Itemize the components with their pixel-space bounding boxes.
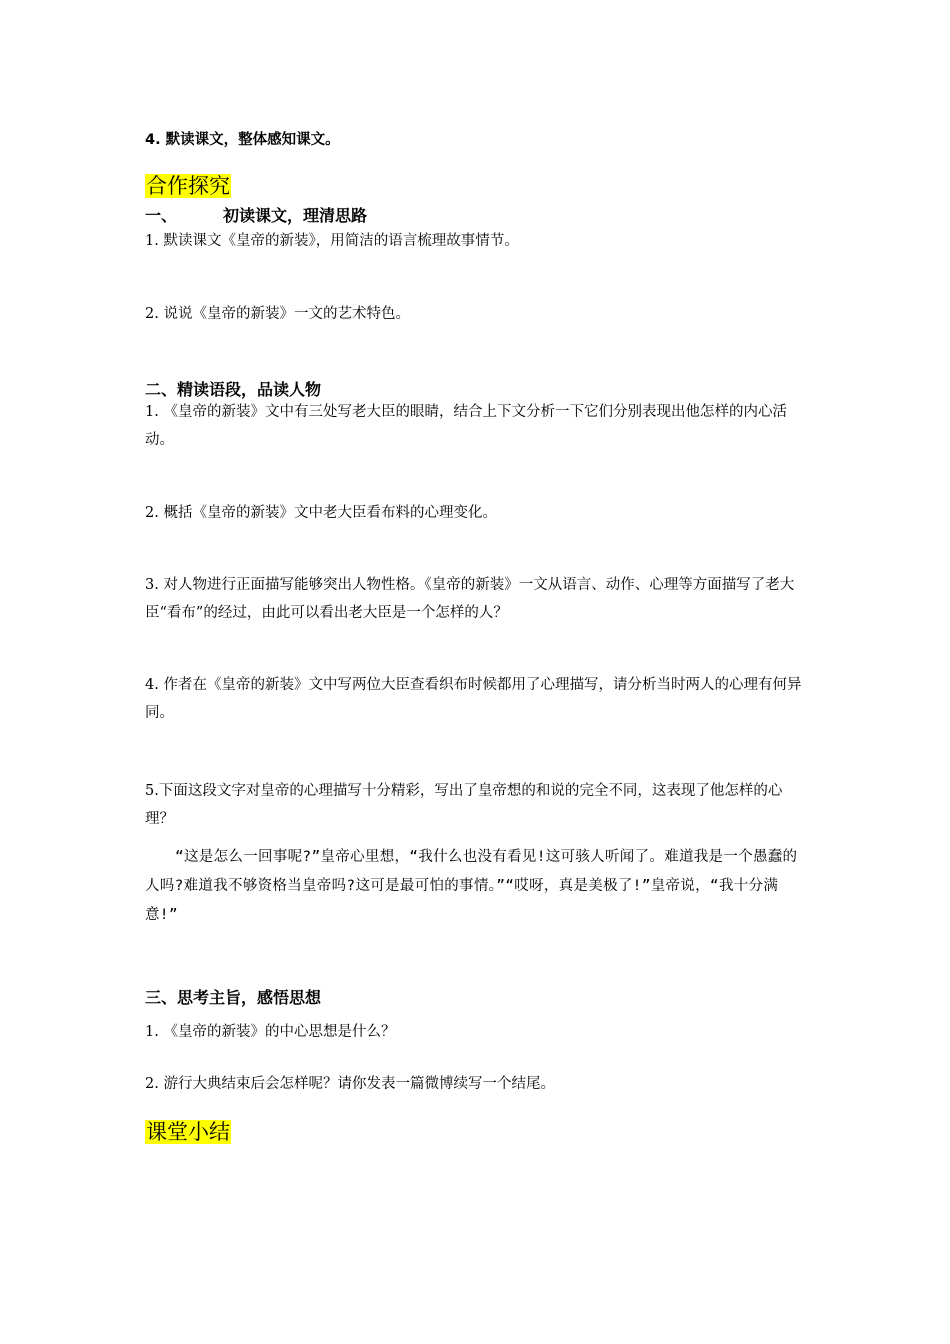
summary-title: 课堂小结 [146, 1120, 230, 1144]
emperor-quote: “这是怎么一回事呢?”皇帝心里想，“我什么也没有看见!这可骇人听闻了。难道我是一个愚蠢的人吗?难道我不够资格当皇帝吗?这可是最可怕的事情。”“哎呀，真是美极了!”皇帝说，“我十分满意!” [145, 849, 798, 923]
preview-item-4: 4. 默读课文，整体感知课文。 [145, 132, 340, 148]
part2-question-5: 5.下面这段文字对皇帝的心理描写十分精彩，写出了皇帝想的和说的完全不同，这表现了他怎样的心理？ [145, 783, 783, 827]
part1-heading-text: 初读课文，理清思路 [223, 206, 368, 225]
part1-question-2: 2. 说说《皇帝的新装》一文的艺术特色。 [145, 306, 410, 322]
part3-question-2: 2. 游行大典结束后会怎样呢？请你发表一篇微博续写一个结尾。 [145, 1076, 555, 1092]
part1-heading-number: 一、 [145, 206, 178, 225]
part3-heading: 三、思考主旨，感悟思想 [145, 988, 322, 1007]
cooperation-title: 合作探究 [146, 174, 230, 198]
part2-question-3: 3. 对人物进行正面描写能够突出人物性格。《皇帝的新装》一文从语言、动作、心理等方面描写了老大臣“看布”的经过，由此可以看出老大臣是一个怎样的人？ [145, 577, 795, 621]
part2-question-1: 1. 《皇帝的新装》文中有三处写老大臣的眼睛，结合上下文分析一下它们分别表现出他怎样的内心活动。 [145, 404, 787, 448]
part3-question-1: 1. 《皇帝的新装》的中心思想是什么？ [145, 1024, 396, 1040]
part2-question-2: 2. 概括《皇帝的新装》文中老大臣看布料的心理变化。 [145, 505, 497, 521]
part1-question-1: 1. 默读课文《皇帝的新装》，用简洁的语言梳理故事情节。 [145, 233, 519, 249]
part2-question-4: 4. 作者在《皇帝的新装》文中写两位大臣查看织布时候都用了心理描写，请分析当时两人的心理有何异同。 [145, 677, 802, 721]
part1-heading [145, 203, 367, 226]
part2-heading: 二、精读语段，品读人物 [145, 380, 322, 399]
